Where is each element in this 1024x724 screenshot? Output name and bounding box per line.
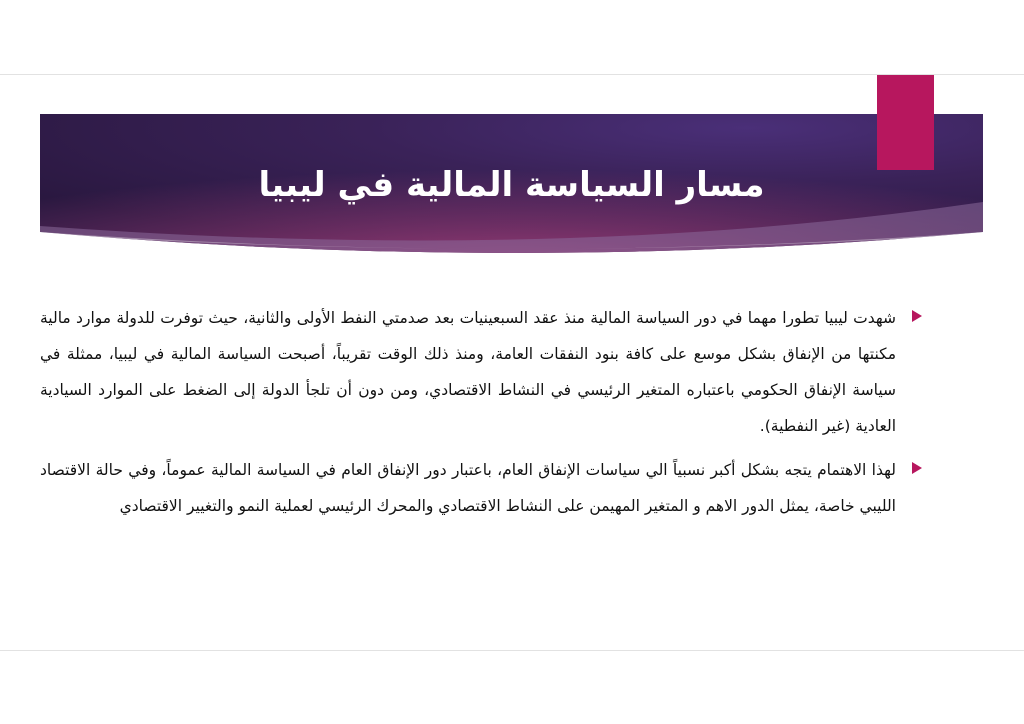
slide-content xyxy=(40,300,922,532)
triangle-bullet-icon xyxy=(912,462,922,474)
bullet-text: لهذا الاهتمام يتجه بشكل أكبر نسبياً الي سياسات الإنفاق العام، باعتبار دور الإنفاق العام في السياسة المالية عموماً، وفي حالة الاقتصاد الليبي خاصة، يمثل الدور الاهم و المتغير المهيمن على النشاط الاقتصادي والمحرك الرئيسي لعملية النمو والتغيير الاقتصادي xyxy=(40,461,896,515)
triangle-bullet-icon xyxy=(912,310,922,322)
bullet-item xyxy=(40,300,922,444)
slide-title: مسار السياسة المالية في ليبيا xyxy=(258,165,765,205)
bullet-text: شهدت ليبيا تطورا مهما في دور السياسة المالية منذ عقد السبعينيات بعد صدمتي النفط الأولى والثانية، حيث توفرت للدولة موارد مالية مكنتها من الإنفاق بشكل موسع على كافة بنود النفقات العامة، ومنذ ذلك الوقت تقريباً، أصبحت السياسة المالية في ليبيا، ممثلة في سياسة الإنفاق الحكومي باعتباره المتغير الرئيسي في النشاط الاقتصادي، ومن دون أن تلجأ الدولة إلى الضغط على الموارد السيادية العادية (غير النفطية). xyxy=(40,309,896,435)
slide-top-border xyxy=(0,74,1024,75)
bullet-item xyxy=(40,452,922,524)
slide-bottom-border xyxy=(0,650,1024,651)
